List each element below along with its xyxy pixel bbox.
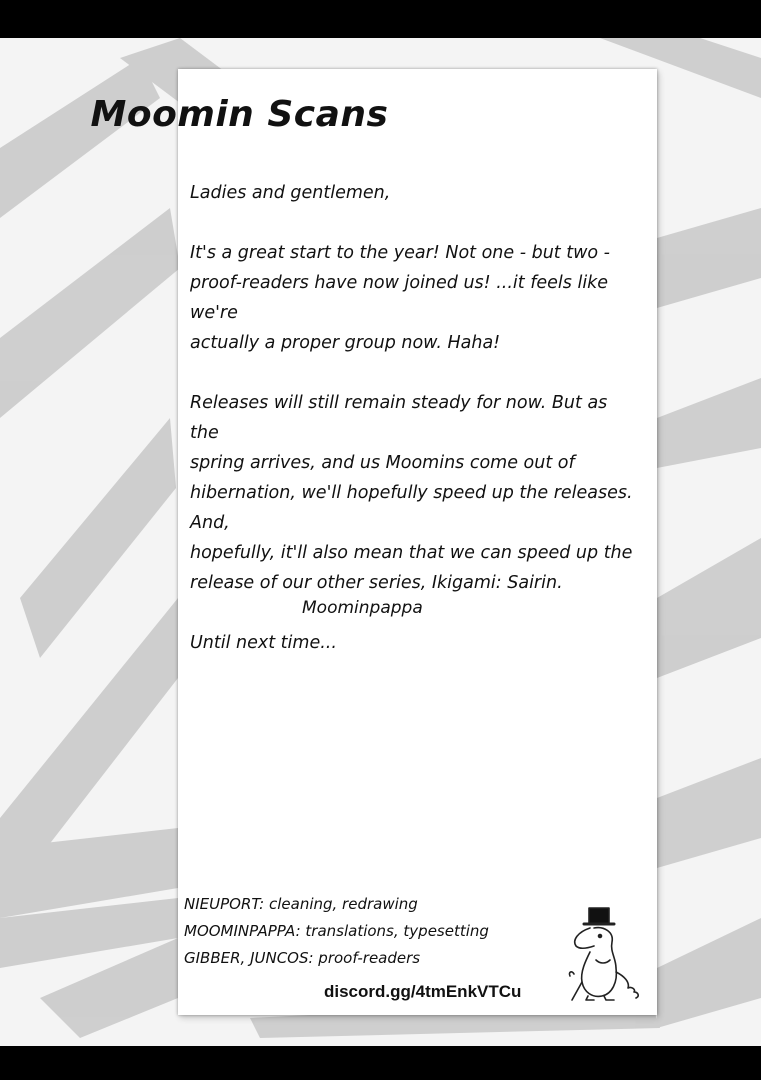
paragraph-2-line-5: release of our other series, Ikigami: Sairin. — [190, 573, 563, 593]
closing-line: Until next time... — [190, 633, 337, 653]
paragraph-2-line-1: Releases will still remain steady for now. But as the — [190, 393, 608, 443]
credit-item: NIEUPORT: cleaning, redrawing — [184, 895, 418, 913]
credit-item: GIBBER, JUNCOS: proof-readers — [184, 949, 421, 967]
credit-item: MOOMINPAPPA: translations, typesetting — [184, 922, 489, 940]
discord-link[interactable]: discord.gg/4tmEnkVTCu — [324, 982, 522, 1001]
paragraph-1-line-1: It's a great start to the year! Not one - but two - — [190, 243, 610, 263]
page-title: Moomin Scans — [90, 94, 389, 135]
signature: Moominpappa — [302, 598, 423, 618]
paragraph-1-line-3: actually a proper group now. Haha! — [190, 333, 501, 353]
top-letterbox-bar — [0, 0, 761, 38]
paragraph-1-line-2: proof-readers have now joined us! ...it feels like we're — [190, 273, 609, 323]
credits-list — [184, 891, 489, 972]
paragraph-2-line-2: spring arrives, and us Moomins come out of — [190, 453, 575, 473]
paragraph-2-line-4: hopefully, it'll also mean that we can speed up the — [190, 543, 633, 563]
letter-body — [190, 178, 640, 658]
greeting: Ladies and gentlemen, — [190, 183, 391, 203]
moominpappa-top-hat-icon — [560, 902, 650, 1002]
bottom-letterbox-bar — [0, 1046, 761, 1080]
paragraph-2-line-3: hibernation, we'll hopefully speed up the releases. And, — [190, 483, 633, 533]
